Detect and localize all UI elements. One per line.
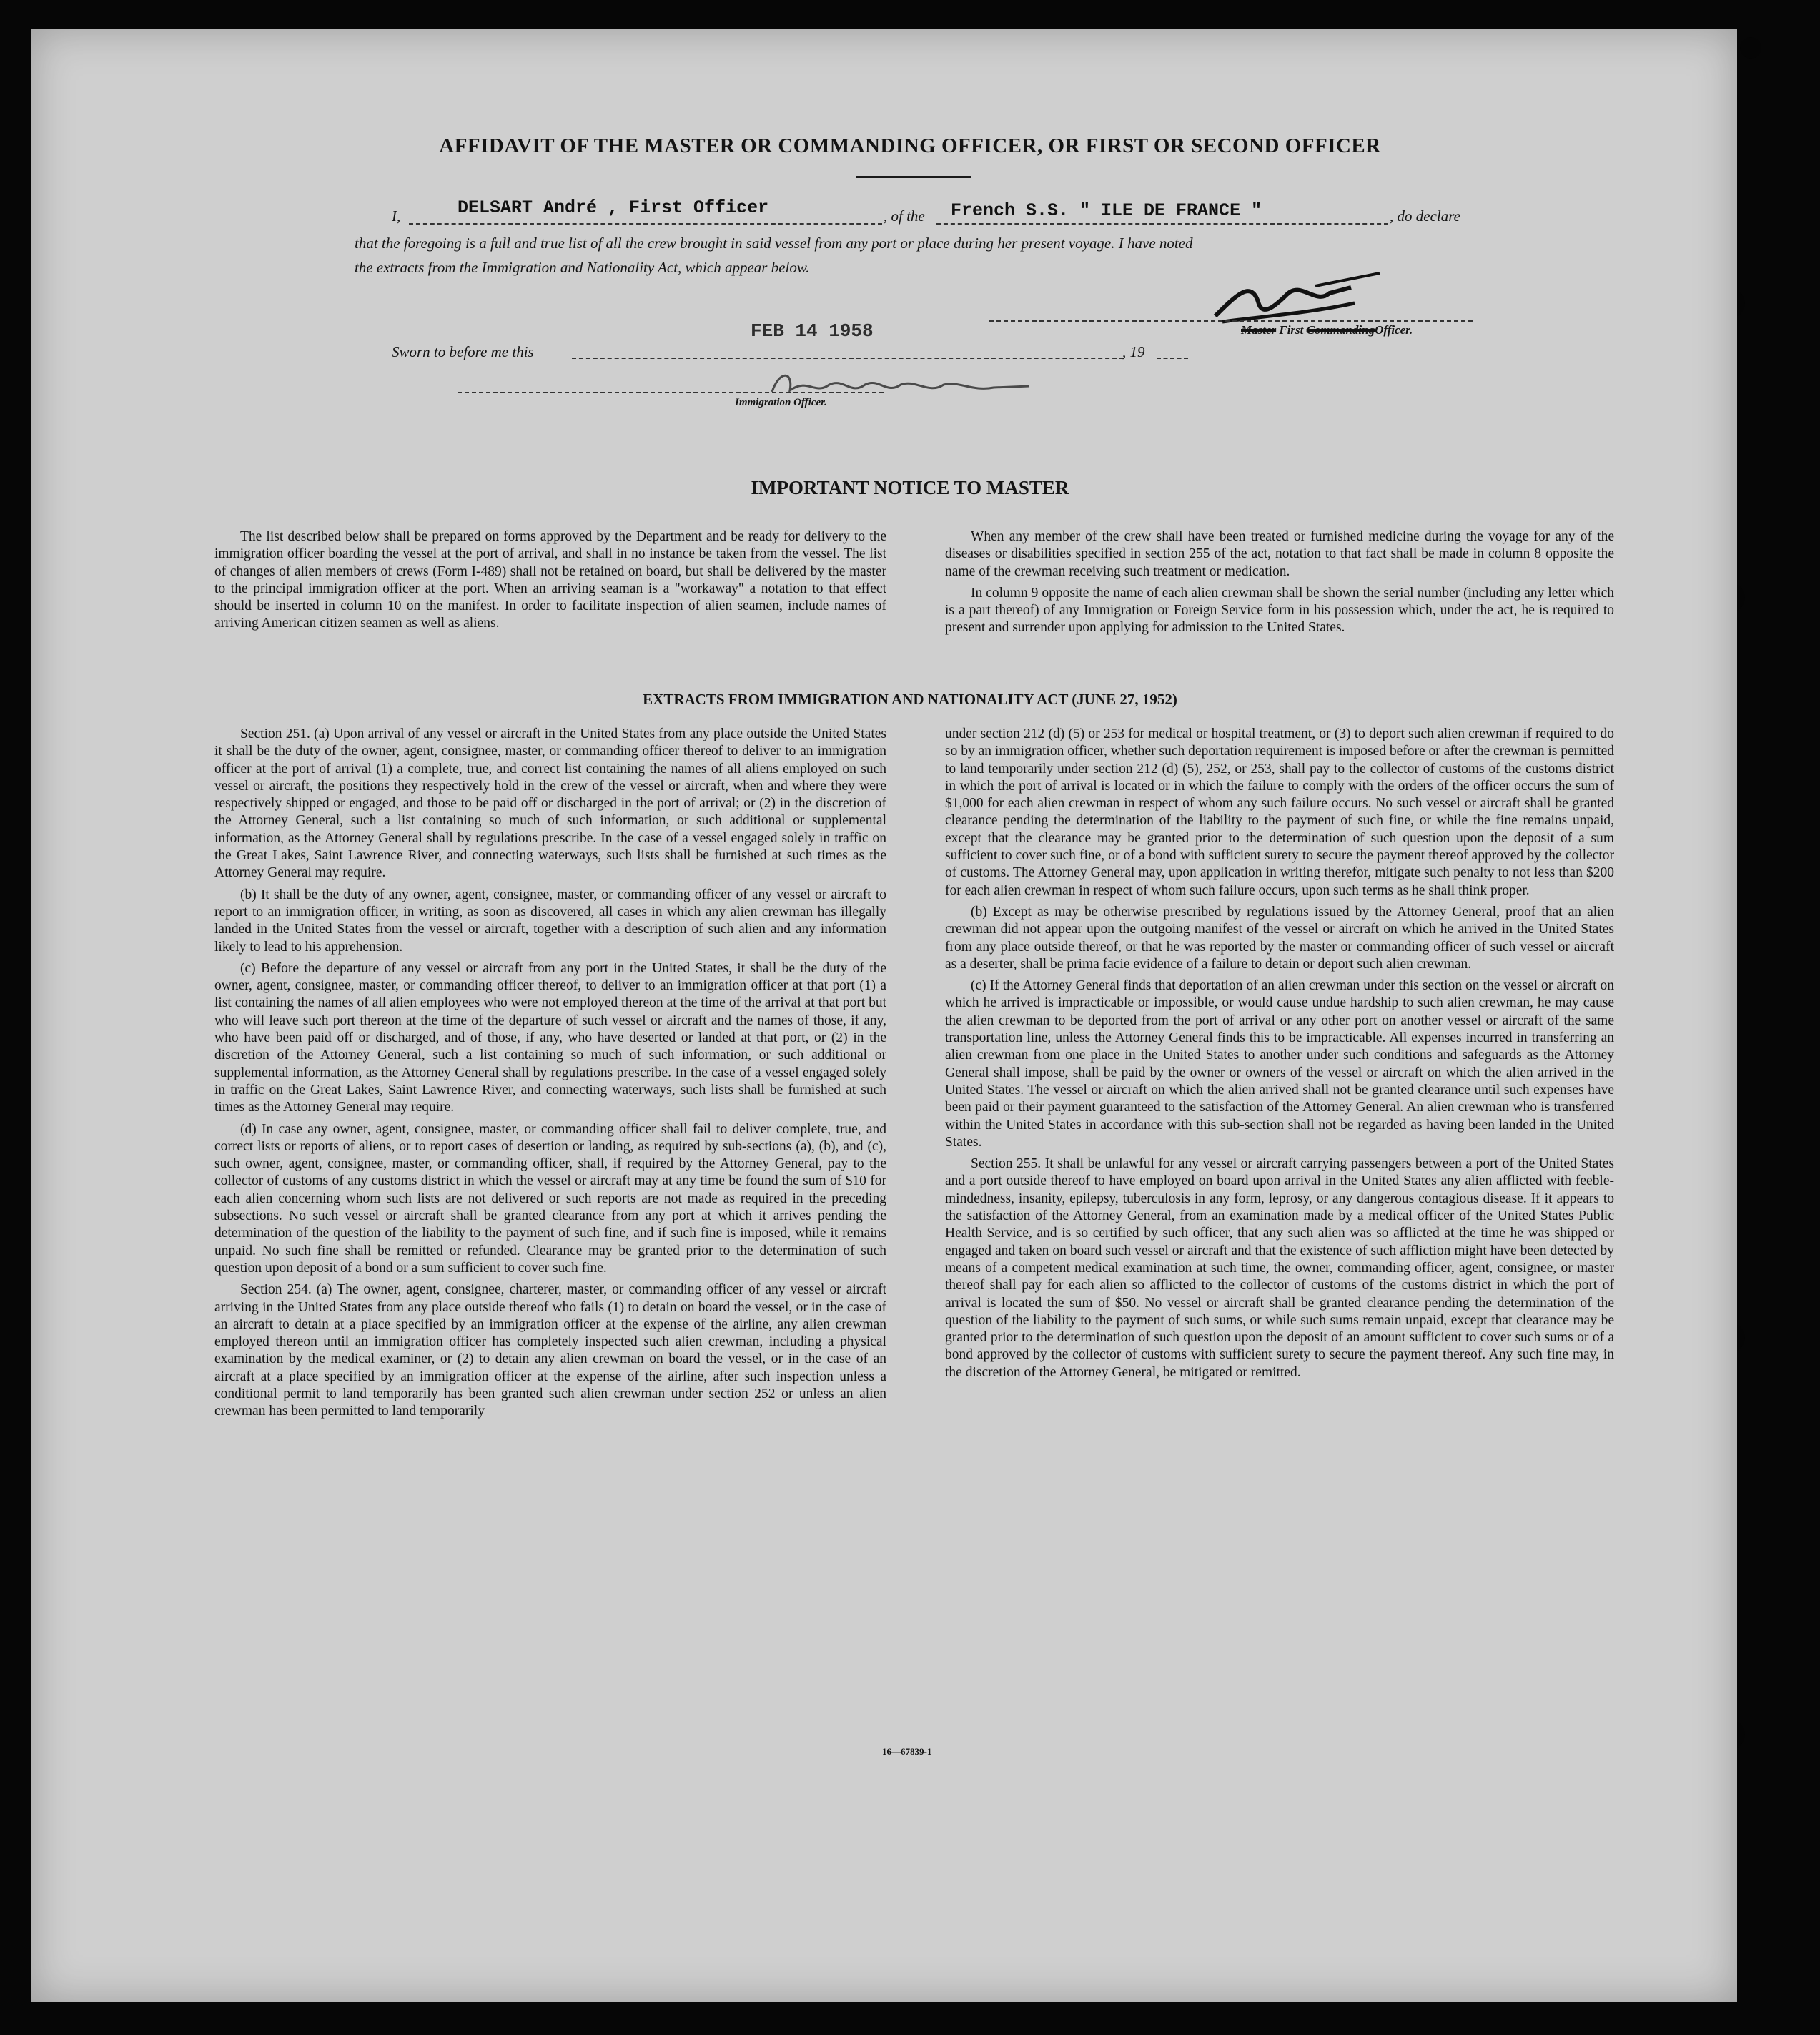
immigration-officer-label: Immigration Officer.	[735, 397, 827, 408]
extract-paragraph: under section 212 (d) (5) or 253 for medical or hospital treatment, or (3) to deport such alien crewman if required to do so by an immigration officer, whether such deportation requirement is imposed before or after the crewman is permitted to land temporarily under section 212 (d) (5), 252, or 253, shall pay to the collector of customs of the customs district in which the port of arrival is located or in which the failure to comply with the orders of the officer occurs the sum of $1,000 for each alien crewman in respect of whom any such failure occurs. No such vessel or aircraft shall be granted clearance pending the determination of the liability to the payment of such fine, or while the fine remains unpaid, except that the clearance may be granted prior to the determination of such question upon the deposit of a sum sufficient to cover such fine, or of a bond with sufficient surety to secure the payment thereof approved by the collector of customs. The Attorney General may, upon application in writing therefor, mitigate such penalty to not less than $200 for each alien crewman in respect of whom such failure occurs, upon such terms as he shall think proper.	[945, 726, 1614, 898]
vessel-name: French S.S. " ILE DE FRANCE "	[951, 200, 1262, 221]
extract-paragraph: (c) Before the departure of any vessel or aircraft from any port in the United States, it shall be the duty of the owner, agent, consignee, master, or commanding officer thereof, to deliver to an immigration officer at that port (1) a list containing the names of all alien employees who were not employed thereon at the time of the arrival at that port but who will leave such port thereon at the time of the departure of such vessel or aircraft and the names of those, if any, who have been paid off or discharged, and of those, if any, who have deserted or landed at that port, or (2) in the discretion of the Attorney General, such a list containing so much of such information, or such additional or supplemental information, as the Attorney General shall by regulations prescribe. In the case of a vessel engaged solely in traffic on the Great Lakes, Saint Lawrence River, and connecting waterways, such lists shall be furnished at such times as the Attorney General may require.	[214, 960, 886, 1115]
sworn-date-line	[572, 358, 1124, 359]
extract-paragraph: Section 254. (a) The owner, agent, consignee, charterer, master, or commanding officer of any vessel or aircraft arriving in the United States from any place outside thereof who fails (1) to detain on board the vessel, or in the case of an aircraft to detain at a place specified by an immigration officer at the expense of the airline, any alien crewman employed thereon until an immigration officer has completely inspected such alien crewman, including a physical examination by the medical examiner, or (2) to detain any alien crewman on board the vessel, or in the case of an aircraft at a place specified by an immigration officer at the expense of the airline, after such inspection unless a conditional permit to land temporarily has been granted such alien crewman under section 252 or unless an alien crewman has been permitted to land temporarily	[214, 1282, 886, 1419]
officer-title-typed: First	[1279, 323, 1304, 337]
officer-name-line	[409, 223, 882, 225]
extract-paragraph: (b) Except as may be otherwise prescribed by regulations issued by the Attorney General, proof that an alien crewman did not appear upon the outgoing manifest of the vessel or aircraft on which he arrived in the United States from any place outside thereof, or that he was reported by the master or commanding officer of such vessel or aircraft as a deserter, shall be prima facie evidence of a failure to detain or deport such alien crewman.	[945, 904, 1614, 972]
immigration-officer-line	[458, 392, 884, 393]
of-the-label: , of the	[884, 207, 925, 225]
vessel-name-line	[936, 223, 1388, 225]
sworn-date-stamp: FEB 14 1958	[751, 320, 874, 342]
declaration-line-1: that the foregoing is a full and true list of all the crew brought in said vessel from any port or place during her present voyage. I have noted	[355, 235, 1193, 252]
form-code: 16—67839-1	[882, 1746, 932, 1757]
notice-paragraph: In column 9 opposite the name of each alien crewman shall be shown the serial number (including any letter which is a part thereof) of any Immigration or Foreign Service form in his possession which, under the act, he is required to present and surrender upon applying for admission to the United States.	[945, 585, 1614, 636]
officer-title-suffix: Officer.	[1375, 323, 1413, 337]
extract-paragraph: (c) If the Attorney General finds that deportation of an alien crewman under this section on the vessel or aircraft on which he arrived is impracticable or impossible, or would cause undue hardship to such alien crewman, he may cause the alien crewman to be deported from the port of arrival or any other port on another vessel or aircraft of the same transportation line, unless the Attorney General finds this to be impracticable. All expenses incurred in transferring an alien crewman from one place in the United States to another under such conditions and safeguards as the Attorney General shall impose, shall be paid by the owner or owners of the vessel or aircraft on which the alien arrived in the United States. The vessel or aircraft on which the alien arrived shall not be granted clearance until such expenses have been paid or their payment guaranteed to the satisfaction of the Attorney General. An alien crewman who is transferred within the United States in accordance with this sub-section shall not be regarded as having been landed in the United States.	[945, 978, 1614, 1150]
title-divider	[856, 176, 971, 178]
officer-title	[1241, 323, 1413, 337]
officer-signature-line	[989, 320, 1473, 322]
extracts-title: EXTRACTS FROM IMMIGRATION AND NATIONALITY ACT (JUNE 27, 1952)	[643, 691, 1177, 708]
notice-right-column	[945, 528, 1614, 641]
extract-paragraph: Section 255. It shall be unlawful for any vessel or aircraft carrying passengers between a port of the United States and a port outside thereof to have employed on board upon arrival in the United States any alien afflicted with feeble-mindedness, insanity, epilepsy, tuberculosis in any form, leprosy, or any dangerous contagious disease. If it appears to the satisfaction of the Attorney General, from an examination made by a medical officer of the United States Public Health Service, and is so certified by such officer, that any such alien was so afflicted at the time he was shipped or engaged and taken on board such vessel or aircraft and that the existence of such affliction might have been detected by means of a competent medical examination at such time, the owner, commanding officer, agent, consignee, or master thereof shall pay for each alien so afflicted to the collector of customs of the customs district in which the port of arrival is located the sum of $50. No vessel or aircraft shall be granted clearance pending the determination of the question of the liability to the payment of such sums, or while such sums remain unpaid, except that clearance may be granted prior to the determination of such question upon the deposit of an amount sufficient to cover such sums or of a bond approved by the collector of customs with sufficient surety to secure the payment thereof. Any such fine may, in the discretion of the Attorney General, be mitigated or remitted.	[945, 1156, 1614, 1380]
declaration-line-2: the extracts from the Immigration and Nationality Act, which appear below.	[355, 259, 810, 276]
notice-paragraph: The list described below shall be prepared on forms approved by the Department and be ready for delivery to the immigration officer boarding the vessel at the port of arrival, and shall in no instance be taken from the vessel. The list of changes of alien members of crews (Form I-489) shall not be retained on board, but shall be delivered by the master to the principal immigration officer at the port. When an arriving seaman is a "workaway" a notation to that effect should be inserted in column 10 on the manifest. In order to facilitate inspection of alien seamen, include names of arriving American citizen seamen as well as aliens.	[214, 529, 886, 631]
notice-left-column	[214, 528, 886, 637]
extract-paragraph: Section 251. (a) Upon arrival of any vessel or aircraft in the United States from any place outside the United States it shall be the duty of the owner, agent, consignee, master, or commanding officer thereof to deliver to an immigration officer at the port of arrival (1) a complete, true, and correct list containing the names of all aliens employed on such vessel or aircraft, the positions they respectively hold in the crew of the vessel or aircraft, when and where they were respectively shipped or engaged, and those to be paid off or discharged in the port of arrival; or (2) in the discretion of the Attorney General, such a list containing so much of such information, or such additional or supplemental information, as the Attorney General shall by regulations prescribe. In the case of a vessel engaged solely in traffic on the Great Lakes, Saint Lawrence River, and connecting waterways, such lists shall be furnished at such times as the Attorney General may require.	[214, 726, 886, 881]
affidavit-title: AFFIDAVIT OF THE MASTER OR COMMANDING OFFICER, OR FIRST OR SECOND OFFICER	[439, 134, 1381, 157]
officer-name: DELSART André , First Officer	[458, 197, 769, 218]
notice-title: IMPORTANT NOTICE TO MASTER	[751, 477, 1069, 498]
officer-title-struck: Master	[1241, 323, 1277, 337]
year-line	[1157, 358, 1188, 359]
i-label: I,	[392, 207, 401, 225]
extract-paragraph: (d) In case any owner, agent, consignee, master, or commanding officer shall fail to deliver complete, true, and correct lists or reports of aliens, or to report cases of desertion or landing, as required by sub-sections (a), (b), and (c), such owner, agent, consignee, master, or commanding officer, shall, if required by the Attorney General, pay to the collector of customs of any customs district in which the vessel or aircraft may at any time be found the sum of $10 for each alien concerning whom such lists are not delivered or such reports are not made as required in the preceding subsections. No such vessel or aircraft shall be granted clearance from any port at which it arrives pending the determination of the question of the liability to the payment of such fine, and if such fine is imposed, while it remains unpaid. No such fine shall be remitted or refunded. Clearance may be granted prior to the determination of such question upon deposit of a bond or a sum sufficient to cover such fine.	[214, 1121, 886, 1276]
extract-paragraph: (b) It shall be the duty of any owner, agent, consignee, master, or commanding officer of any vessel or aircraft to report to an immigration officer, in writing, as soon as discovered, all cases in which any alien crewman has illegally landed in the United States from the vessel or aircraft, together with a description of such alien and any information likely to lead to his apprehension.	[214, 887, 886, 955]
officer-title-struck-2: Commanding	[1306, 323, 1375, 337]
year-label: , 19	[1122, 343, 1145, 360]
notice-paragraph: When any member of the crew shall have been treated or furnished medicine during the voyage for any of the diseases or disabilities specified in section 255 of the act, notation to that fact shall be made in column 8 opposite the name of the crewman receiving such treatment or medication.	[945, 529, 1614, 579]
extracts-right-column	[945, 726, 1614, 1386]
extracts-left-column	[214, 726, 886, 1425]
sworn-label: Sworn to before me this	[392, 343, 534, 360]
do-declare-label: , do declare	[1390, 207, 1460, 225]
binder-hole	[1740, 37, 1761, 59]
